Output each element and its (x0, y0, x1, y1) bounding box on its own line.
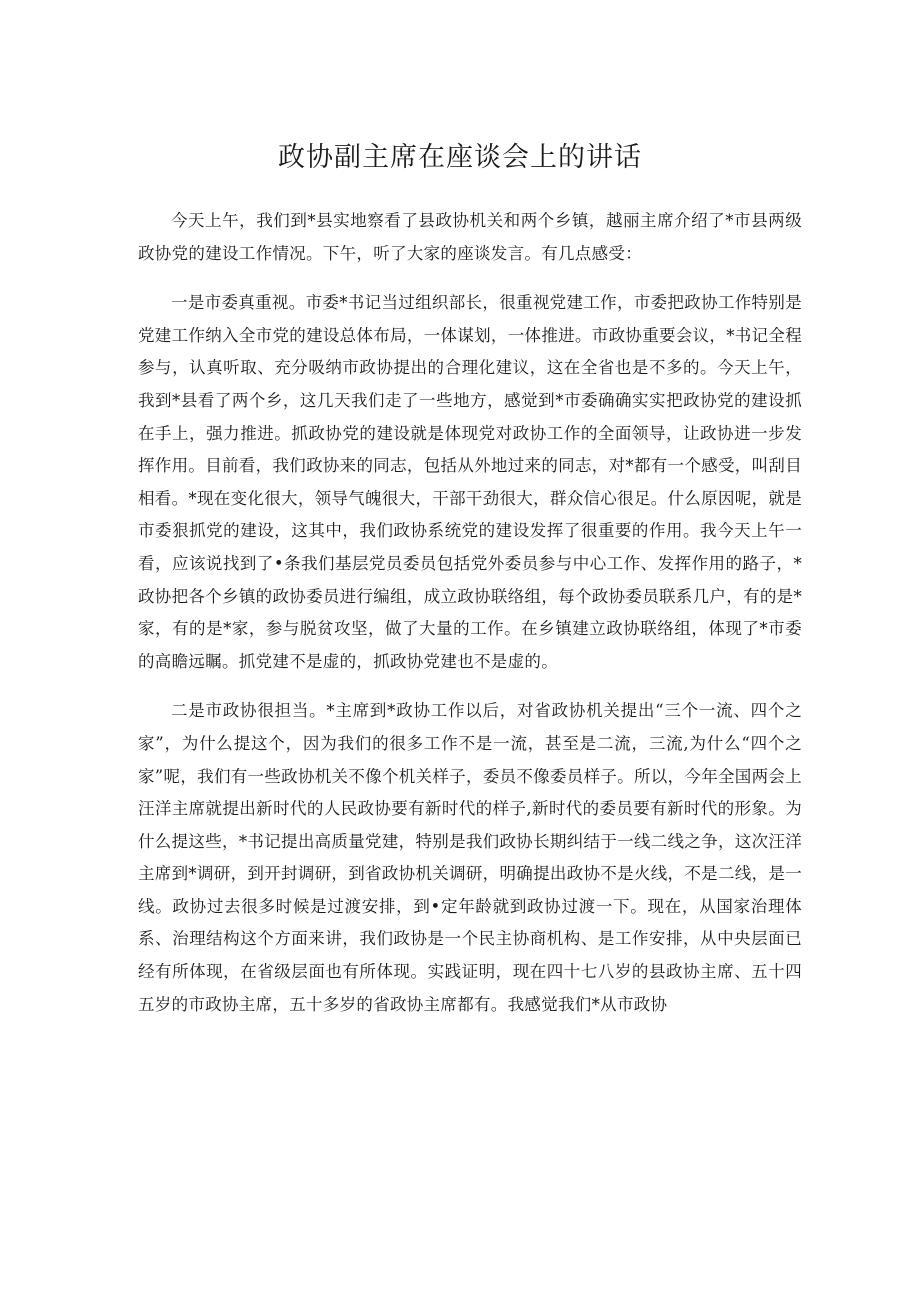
paragraph-point-two: 二是市政协很担当。*主席到*政协工作以后，对省政协机关提出“三个一流、四个之家”，为什么提这个，因为我们的很多工作不是一流，甚至是二流，三流,为什么“四个之家”呢，我们有一些政协机关不像个机关样子，委员不像委员样子。所以，今年全国两会上汪洋主席就提出新时代的人民政协要有新时代的样子,新时代的委员要有新时代的形象。为什么提这些，*书记提出高质量党建，特别是我们政协长期纠结于一线二线之争，这次汪洋主席到*调研，到开封调研，到省政协机关调研，明确提出政协不是火线，不是二线，是一线。政协过去很多时候是过渡安排，到•定年龄就到政协过渡一下。现在，从国家治理体系、治理结构这个方面来讲，我们政协是一个民主协商机构、是工作安排，从中央层面已经有所体现，在省级层面也有所体现。实践证明，现在四十七八岁的县政协主席、五十四五岁的市政协主席，五十多岁的省政协主席都有。我感觉我们*从市政协 (138, 701, 802, 1014)
document-body (138, 205, 802, 1038)
document-title: 政协副主席在座谈会上的讲话 (278, 142, 642, 173)
paragraph-point-one: 一是市委真重视。市委*书记当过组织部长，很重视党建工作，市委把政协工作特别是党建工作纳入全市党的建设总体布局，一体谋划，一体推进。市政协重要会议，*书记全程参与，认真听取、充分吸纳市政协提出的合理化建议，这在全省也是不多的。今天上午，我到*县看了两个乡，这几天我们走了一些地方，感觉到*市委确确实实把政协党的建设抓在手上，强力推进。抓政协党的建设就是体现党对政协工作的全面领导，让政协进一步发挥作用。目前看，我们政协来的同志，包括从外地过来的同志，对*都有一个感受，叫刮目相看。*现在变化很大，领导气魄很大，干部干劲很大，群众信心很足。什么原因呢，就是市委狠抓党的建设，这其中，我们政协系统党的建设发挥了很重要的作用。我今天上午一看，应该说找到了•条我们基层党员委员包括党外委员参与中心工作、发挥作用的路子，*政协把各个乡镇的政协委员进行编组，成立政协联络组，每个政协委员联系几户，有的是*家，有的是*家，参与脱贫攻坚，做了大量的工作。在乡镇建立政协联络组，体现了*市委的高瞻远瞩。抓党建不是虚的，抓政协党建也不是虚的。 (138, 293, 802, 671)
paragraph-intro: 今天上午，我们到*县实地察看了县政协机关和两个乡镇，越丽主席介绍了*市县两级政协党的建设工作情况。下午，听了大家的座谈发言。有几点感受： (138, 211, 802, 263)
